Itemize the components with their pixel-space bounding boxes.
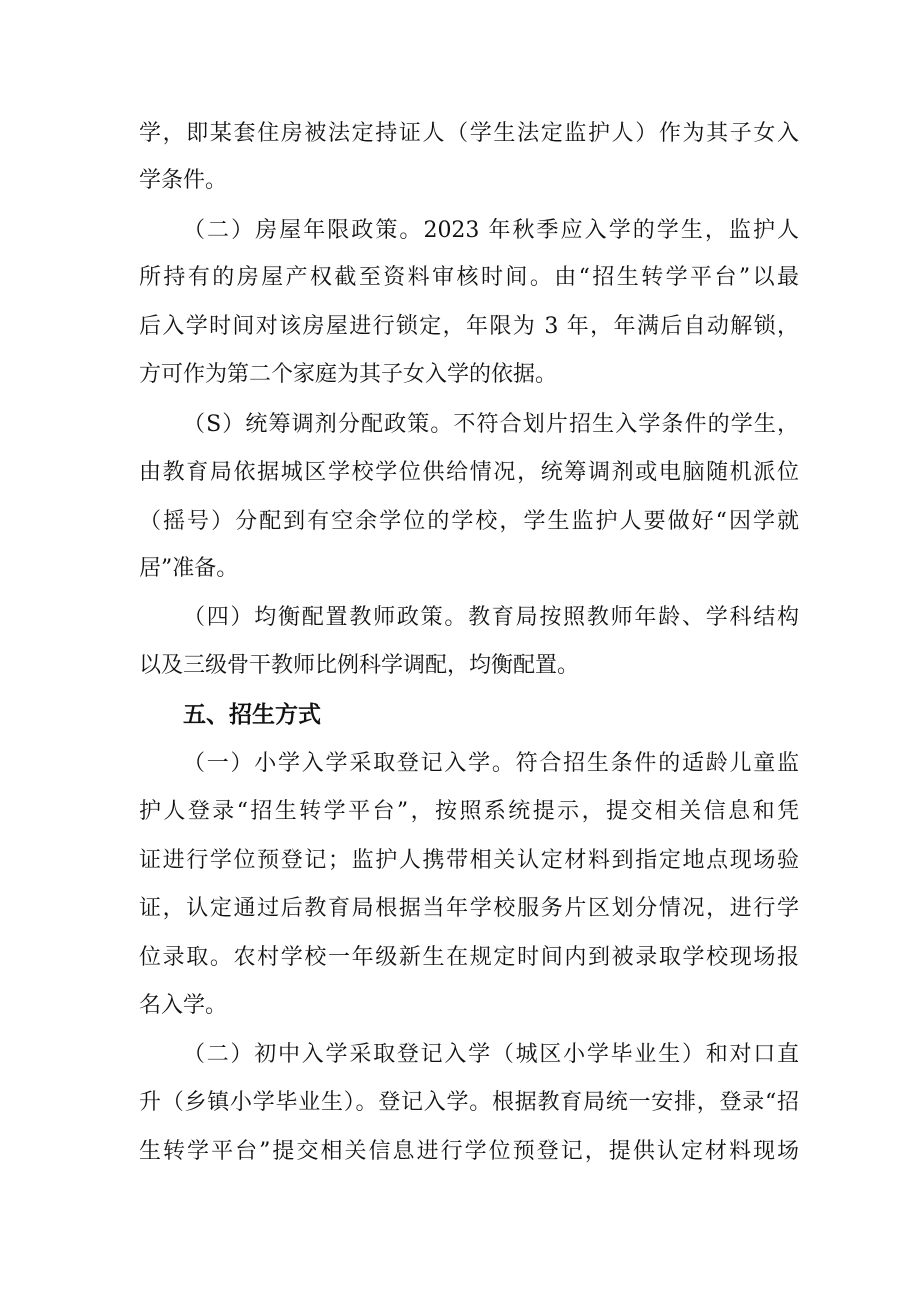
text-line: 后入学时间对该房屋进行锁定，年限为 3 年，年满后自动解锁， xyxy=(139,314,799,339)
section-heading: 五、招生方式 xyxy=(183,702,321,728)
text-line: 证进行学位预登记；监护人携带相关认定材料到指定地点现场验 xyxy=(139,848,799,873)
text-line: 学，即某套住房被法定持证人（学生法定监护人）作为其子女入 xyxy=(139,121,799,146)
text-line: 位录取。农村学校一年级新生在规定时间内到被录取学校现场报 xyxy=(139,945,799,970)
text-line: （摇号）分配到有空余学位的学校，学生监护人要做好“因学就 xyxy=(139,509,799,534)
text-line: 生转学平台”提交相关信息进行学位预登记，提供认定材料现场 xyxy=(139,1139,799,1164)
text-line: 学条件。 xyxy=(139,168,228,193)
text-line: 名入学。 xyxy=(139,993,228,1018)
text-line: （二）初中入学采取登记入学（城区小学毕业生）和对口直 xyxy=(183,1042,799,1067)
text-line: 方可作为第二个家庭为其子女入学的依据。 xyxy=(139,362,558,387)
text-line: 由教育局依据城区学校学位供给情况，统筹调剂或电脑随机派位 xyxy=(139,460,799,485)
text-line: 以及三级骨干教师比例科学调配，均衡配置。 xyxy=(139,653,580,678)
text-line: 升（乡镇小学毕业生）。登记入学。根据教育局统一安排，登录“招 xyxy=(139,1090,799,1115)
text-line: 居”准备。 xyxy=(139,556,239,581)
text-line: 证，认定通过后教育局根据当年学校服务片区划分情况，进行学 xyxy=(139,896,799,921)
text-line: （一）小学入学采取登记入学。符合招生条件的适龄儿童监 xyxy=(183,751,799,776)
text-line: （S）统筹调剂分配政策。不符合划片招生入学条件的学生， xyxy=(183,412,799,437)
text-line: 所持有的房屋产权截至资料审核时间。由“招生转学平台”以最 xyxy=(139,265,799,290)
text-line: 护人登录“招生转学平台”，按照系统提示，提交相关信息和凭 xyxy=(139,799,799,824)
text-line: （二）房屋年限政策。2023 年秋季应入学的学生，监护人 xyxy=(183,218,799,243)
text-line: （四）均衡配置教师政策。教育局按照教师年龄、学科结构 xyxy=(183,605,799,630)
